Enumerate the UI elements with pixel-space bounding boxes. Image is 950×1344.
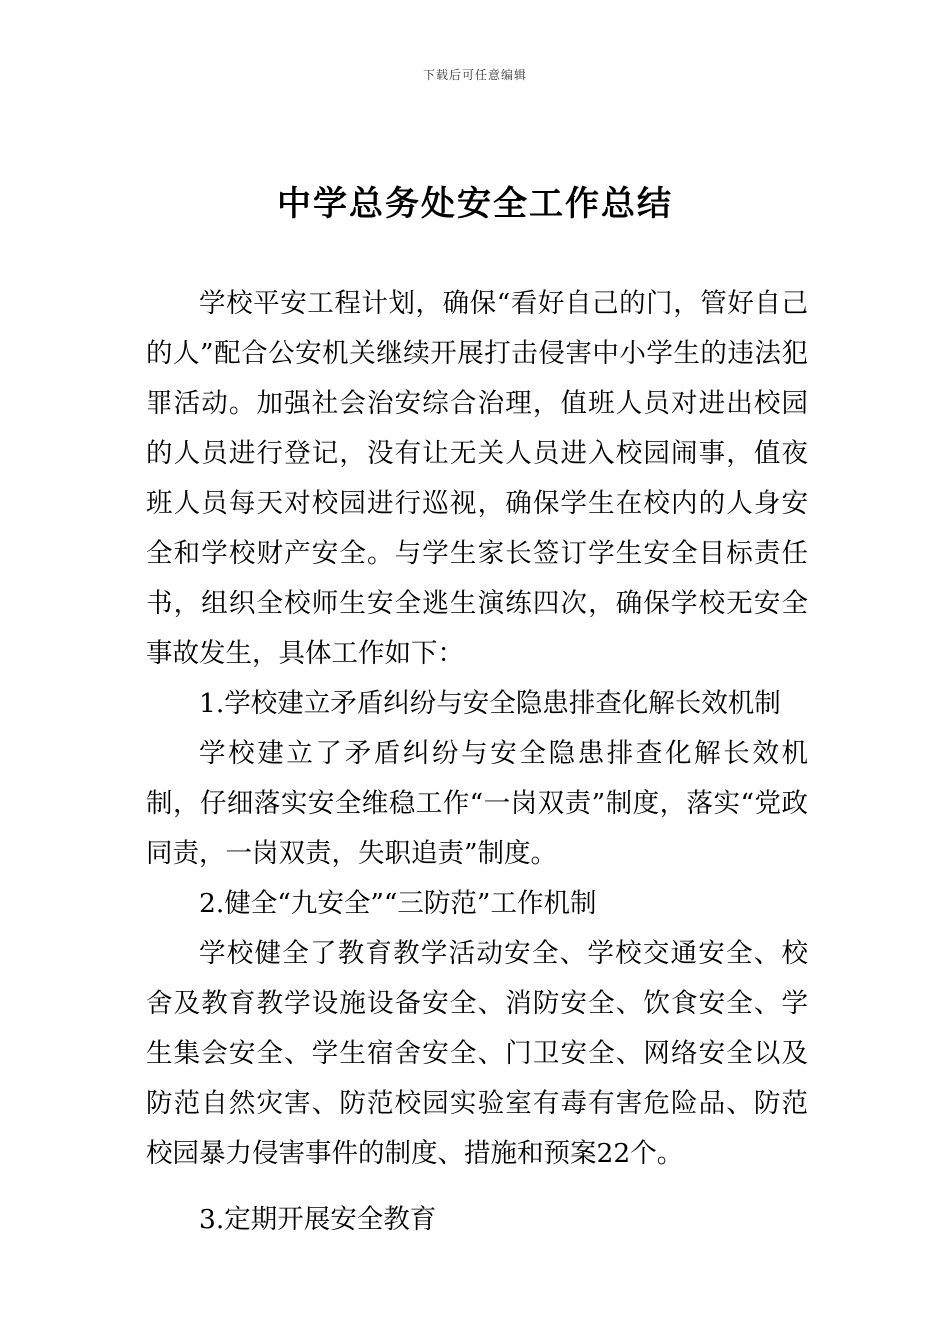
section-heading-1: 1.学校建立矛盾纠纷与安全隐患排查化解长效机制 <box>199 688 781 719</box>
section-heading-3: 3.定期开展安全教育 <box>199 1204 437 1235</box>
paragraph-intro: 学校平安工程计划，确保“看好自己的门，管好自己的人”配合公安机关继续开展打击侵害中小学生的违法犯罪活动。加强社会治安综合治理，值班人员对进出校园的人员进行登记，没有让无关人员进入校园闹事，值夜班人员每天对校园进行巡视，确保学生在校内的人身安全和学校财产安全。与学生家长签订学生安全目标责任书，组织全校师生安全逃生演练四次，确保学校无安全事故发生，具体工作如下： <box>146 288 808 669</box>
document-title: 中学总务处安全工作总结 <box>277 184 673 224</box>
section-heading-2: 2.健全“九安全”“三防范”工作机制 <box>199 888 597 919</box>
document-body <box>146 279 808 1245</box>
paragraph-section-2: 学校健全了教育教学活动安全、学校交通安全、校舍及教育教学设施设备安全、消防安全、饮食安全、学生集会安全、学生宿舍安全、门卫安全、网络安全以及防范自然灾害、防范校园实验室有毒有害危险品、防范校园暴力侵害事件的制度、措施和预案22个。 <box>146 938 808 1169</box>
header-note: 下载后可任意编辑 <box>422 68 527 82</box>
paragraph-section-1: 学校建立了矛盾纠纷与安全隐患排查化解长效机制，仔细落实安全维稳工作“一岗双责”制度，落实“党政同责，一岗双责，失职追责”制度。 <box>146 738 808 869</box>
